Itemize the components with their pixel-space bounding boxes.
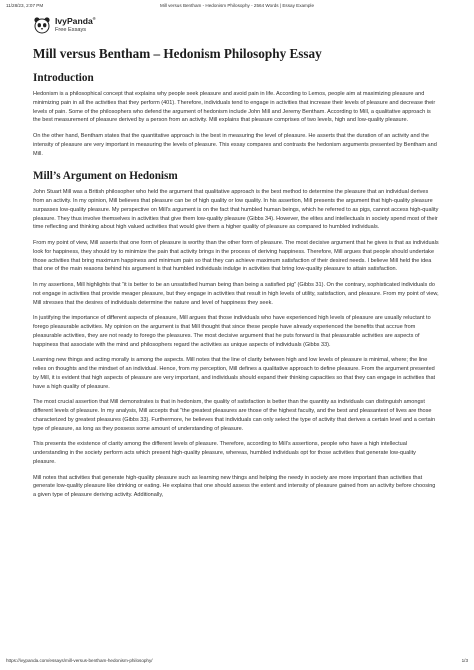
paragraph: Mill notes that activities that generate high-quality pleasure such as learning new things and helping the needy in society are more important than activities that generate low-quality pleasure like drinking or eating. He explains that one should assess the extent and intensity of pleasure gained from an activity before choosing a given type of pleasure deriving activity. Additionally,	[33, 474, 436, 498]
paragraph: On the other hand, Bentham states that the quantitative approach is the best in measuring the level of pleasure. He asserts that the duration of an activity and the intensity of pleasure are very important in measuring the levels of pleasure. This essay compares and contrasts the hedonism arguments presented by Bentham and Mill.	[33, 133, 437, 157]
paragraph: In my assertions, Mill highlights that “it is better to be an unsatisfied human being than being a satisfied pig” (Gibbs 31). On the contrary, sophisticated individuals do not engage in activities that provide meager pleasure, but they engage in activities that result in high levels of utility, satisfaction, and pleasure. From my point of view, Mill stresses that the desires of individuals determine the nature and level of happiness they seek.	[33, 282, 439, 306]
print-footer	[6, 658, 468, 666]
print-url[interactable]: https://ivypanda.com/essays/mill-versus-bentham-hedonism-philosophy/	[6, 658, 153, 663]
paragraph: Hedonism is a philosophical concept that explains why people seek pleasure and avoid pain in life. According to Lemos, people aim at maximizing pleasure and minimizing pain in all the activities that they perform (401). Therefore, individuals tend to engage in activities that increase their levels of pleasure and decrease their levels of pain. Some of the philosophers who defend the argument of hedonism include John Mill and Jeremy Bentham. According to Mill, a qualitative approach is the best measurement of pleasure derived by a person from an activity. Mill explains that pleasure comprises of two levels, high and low-quality pleasure.	[33, 91, 436, 124]
print-page-number: 1/3	[461, 658, 468, 663]
page-title: Mill versus Bentham – Hedonism Philosophy Essay	[33, 46, 322, 61]
paragraph: In justifying the importance of different aspects of pleasure, Mill argues that those individuals who have experienced high levels of pleasure are usually reluctant to forego pleasurable activities. My opinion on the argument is that Mill thought that since these people have already experienced the benefits that accrue from pleasurable activities, they are not ready to forego the pleasures. The most decisive argument that he puts forward is that pleasurable activities are aspects of happiness that associate with the mind and philosophers regard the activities as unique aspects of individuals (Gibbs 33).	[33, 315, 431, 348]
brand-name: IvyPanda®	[55, 16, 96, 26]
paragraph: This presents the existence of clarity among the different levels of pleasure. Therefore, according to Mill’s assertions, people who have a high intellectual understanding in the society perform acts which present high-quality pleasure, whereas, humbled individuals opt for those activities that generate low-quality pleasure.	[33, 441, 416, 465]
paragraph: Learning new things and acting morally is among the aspects. Mill notes that the line of clarity between high and low levels of pleasure is minimal, where; the line relies on thoughts and the mindset of an individual. Hence, from my perception, Mill defines a qualitative approach to define pleasure. From the argument presented by Mill, it is evident that high aspects of pleasure are very important, and individuals should expand their thinking capacities so that they can engage in activities that have a high quality of pleasure.	[33, 357, 436, 390]
ivypanda-logo[interactable]	[33, 14, 153, 36]
paragraph: John Stuart Mill was a British philosopher who held the argument that qualitative approach is the best method to determine the pleasure that an individual derives from an activity. In my opinion, Mill believes that pleasure can be of high quality or low quality. In his assertion, Mill presents the argument that high-quality pleasure surpasses low-quality pleasure. My perspective on Mill’s argument is on the fact that humbled human beings, which he referred to as pigs, cannot access high-quality pleasure. They thus involve themselves in activities that give them low-quality pleasure (Gibbs 34). However, the elites and intellectuals in society spend most of their time reflecting and thinking about high valued activities that would give them a higher quality of pleasure as compared to humbled individuals.	[33, 189, 439, 231]
print-header	[6, 3, 468, 11]
section-heading-introduction: Introduction	[33, 72, 94, 84]
section-heading-mills-argument: Mill’s Argument on Hedonism	[33, 170, 178, 183]
brand-tagline: Free Essays	[55, 27, 87, 33]
print-page-title: Mill versus Bentham - Hedonism Philosophy - 2564 Words | Essay Example	[159, 3, 315, 8]
essay-content	[33, 46, 439, 507]
print-datetime: 11/28/23, 2:07 PM	[6, 3, 44, 8]
paragraph: The most crucial assertion that Mill demonstrates is that in hedonism, the quality of satisfaction is better than the quantity as individuals can distinguish amongst different levels of pleasure. In my analysis, Mill accepts that “the greatest pleasures are those of the highest faculty, and the best and pleasantest of lives are those characterized by greatest pleasures (Gibbs 33). Furthermore, he believes that individuals can only select the type of activity that derives a certain level and a certain type of pleasure, as long as they possess some amount of understanding of pleasure.	[33, 399, 436, 432]
panda-icon	[33, 16, 51, 34]
paragraph: From my point of view, Mill asserts that one form of pleasure is worthy than the other form of pleasure. The most decisive argument that he gives is that as individuals look for happiness, they should try to minimize the pain that activity brings in the process of deriving happiness. Therefore, Mill argues that people should undertake those activities that bring maximum happiness and minimum pain so that they can achieve maximum satisfaction of their desired needs. I believe Mill held the idea that one of the main reasons behind his argument is that humbled individuals indulge in activities that bring low-quality pleasure to attain satisfaction.	[33, 240, 439, 273]
